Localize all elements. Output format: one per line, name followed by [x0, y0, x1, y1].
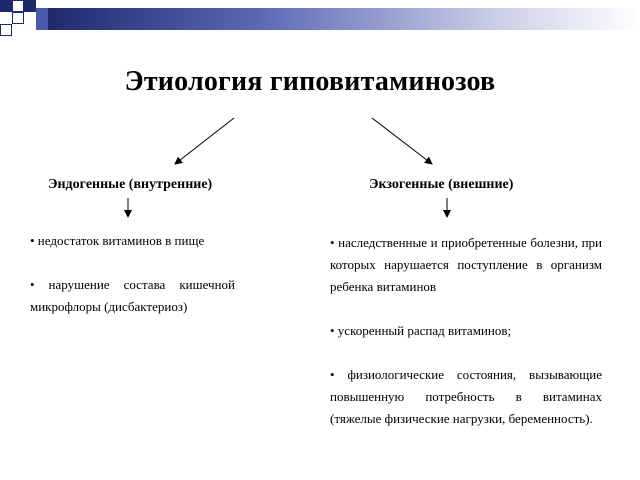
arrow-to-endogenous	[175, 118, 234, 164]
slide-title: Этиология гиповитаминозов	[124, 66, 496, 97]
list-item: • нарушение состава кишечной микрофлоры (дисбактериоз)	[30, 277, 235, 314]
list-item: • недостаток витаминов в пище	[30, 233, 205, 248]
list-item: • ускоренный распад витаминов;	[330, 323, 512, 338]
endogenous-heading: Эндогенные (внутренние)	[48, 177, 213, 192]
list-item: • наследственные и приобретенные болезни, при которых нарушается поступление в организм ребенка витаминов	[330, 235, 602, 294]
exogenous-list	[330, 232, 602, 430]
endogenous-list	[30, 230, 235, 318]
arrow-to-exogenous	[372, 118, 432, 164]
exogenous-heading: Экзогенные (внешние)	[369, 177, 514, 192]
list-item: • физиологические состояния, вызывающие повышенную потребность в витаминах (тяжелые физические нагрузки, беременность).	[330, 367, 602, 426]
